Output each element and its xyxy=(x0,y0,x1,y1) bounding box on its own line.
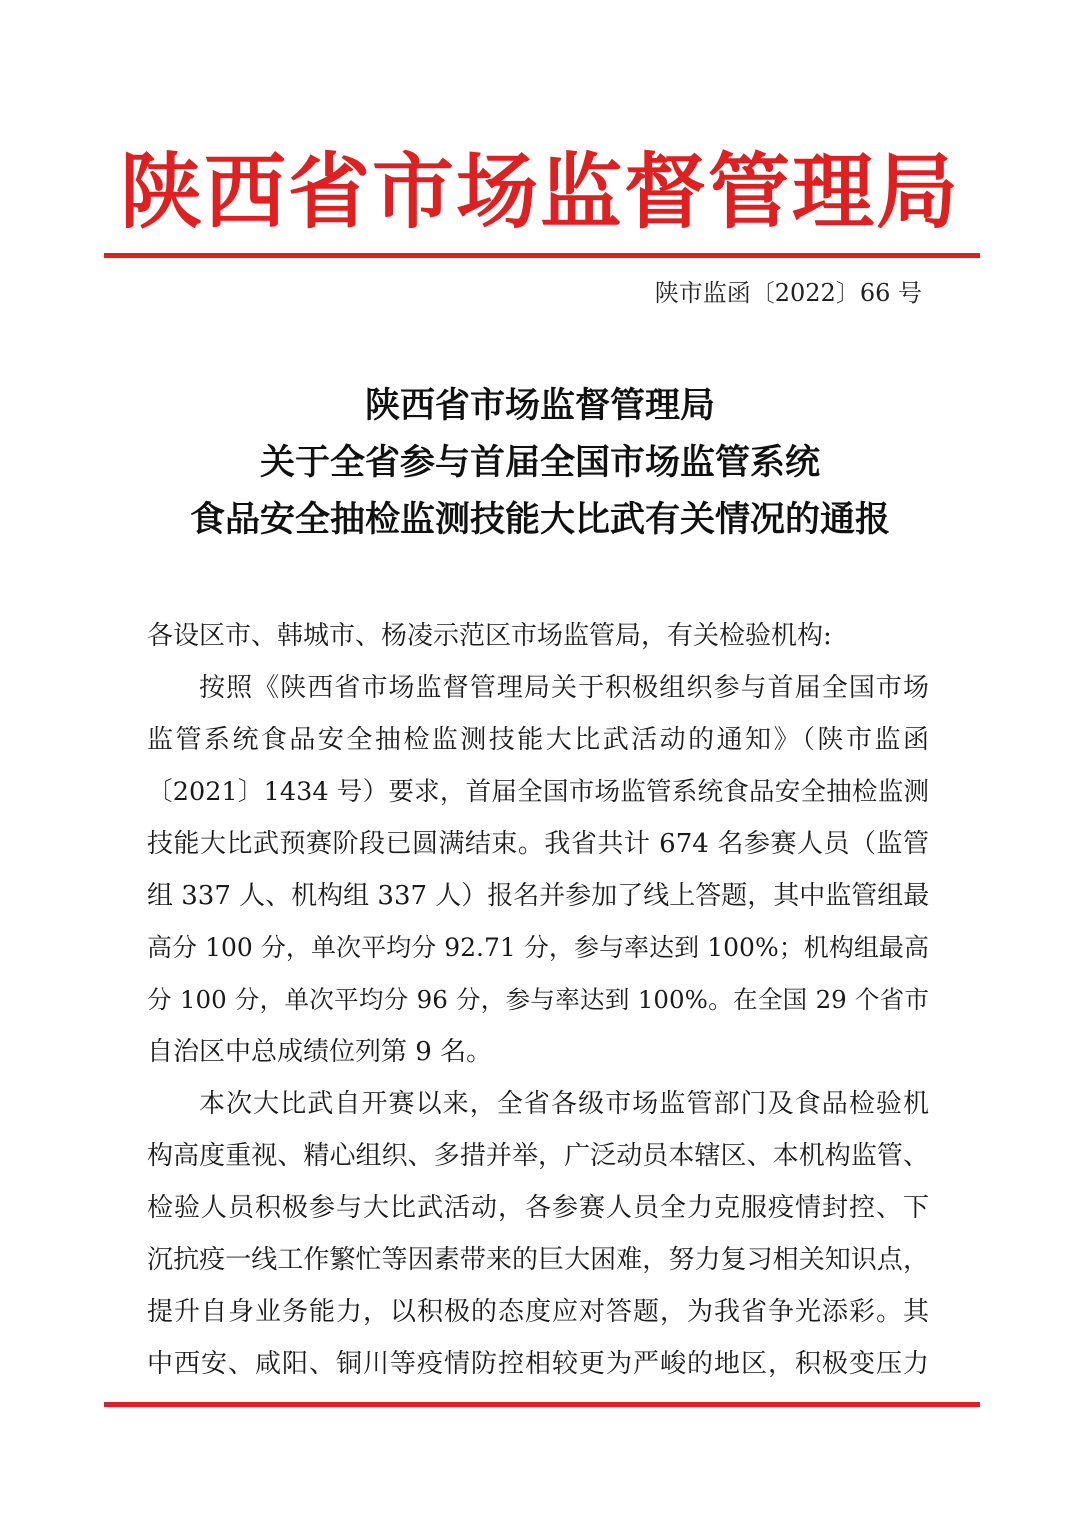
page-divider-bottom xyxy=(104,1402,980,1407)
paragraph-line: 中西安、咸阳、铜川等疫情防控相较更为严峻的地区，积极变压力 xyxy=(147,1349,929,1379)
document-number: 陕市监函〔2022〕66 号 xyxy=(654,279,922,307)
paragraph-line: 提升自身业务能力，以积极的态度应对答题，为我省争光添彩。其 xyxy=(147,1297,929,1327)
document-title xyxy=(0,378,1080,549)
title-line: 关于全省参与首届全国市场监管系统 xyxy=(259,443,820,483)
document-body xyxy=(147,610,929,1390)
masthead-title: 陕西省市场监督管理局 xyxy=(119,145,960,240)
paragraph-line: 监管系统食品安全抽检监测技能大比武活动的通知》（陕市监函 xyxy=(147,725,929,755)
paragraph-line: 分 100 分，单次平均分 96 分，参与率达到 100%。在全国 29 个省市 xyxy=(147,985,929,1014)
title-line: 食品安全抽检监测技能大比武有关情况的通报 xyxy=(189,500,890,540)
paragraph-line: 技能大比武预赛阶段已圆满结束。我省共计 674 名参赛人员（监管 xyxy=(147,829,929,859)
title-line: 陕西省市场监督管理局 xyxy=(364,386,715,426)
paragraph-line: 构高度重视、精心组织、多措并举，广泛动员本辖区、本机构监管、 xyxy=(147,1141,929,1171)
paragraph-line: 沉抗疫一线工作繁忙等因素带来的巨大困难，努力复习相关知识点， xyxy=(147,1245,929,1275)
paragraph-line: 本次大比武自开赛以来，全省各级市场监管部门及食品检验机 xyxy=(199,1089,929,1119)
paragraph-line: 自治区中总成绩位列第 9 名。 xyxy=(147,1037,493,1067)
paragraph-line: 组 337 人、机构组 337 人）报名并参加了线上答题，其中监管组最 xyxy=(147,881,929,911)
paragraph-line: 检验人员积极参与大比武活动，各参赛人员全力克服疫情封控、下 xyxy=(147,1193,929,1223)
paragraph-line: 〔2021〕1434 号）要求，首届全国市场监管系统食品安全抽检监测 xyxy=(147,777,929,807)
masthead-divider-top xyxy=(104,253,980,258)
paragraph-line: 高分 100 分，单次平均分 92.71 分，参与率达到 100%；机构组最高 xyxy=(147,933,929,962)
salutation: 各设区市、韩城市、杨凌示范区市场监管局，有关检验机构: xyxy=(147,621,832,651)
paragraph-line: 按照《陕西省市场监督管理局关于积极组织参与首届全国市场 xyxy=(199,673,929,703)
